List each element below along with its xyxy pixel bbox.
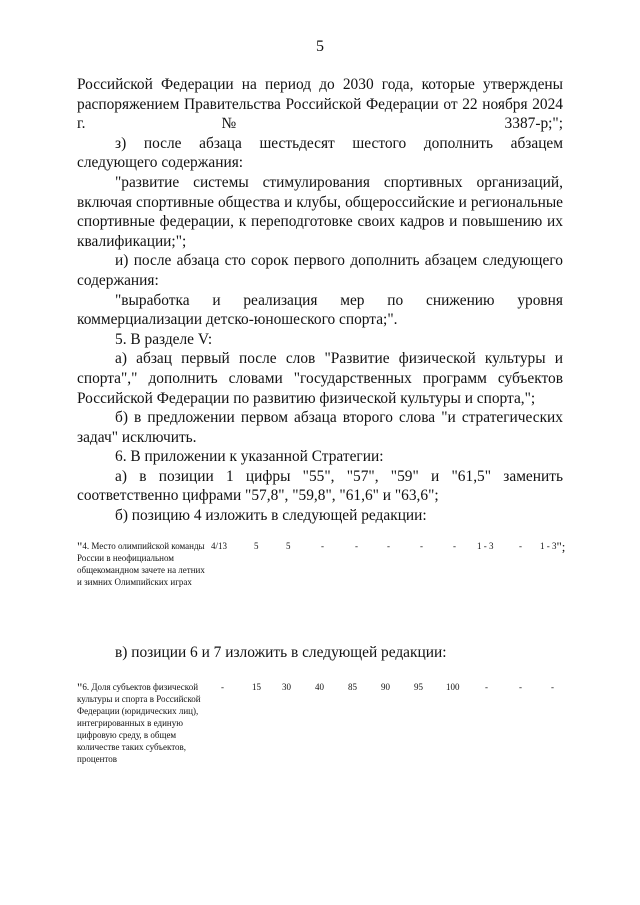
paragraph-5a: а) абзац первый после слов "Развитие физической культуры и спорта"," дополнить словами "государственных программ субъектов Российской Федерации по развитию физической культуры и спорта,";: [77, 350, 563, 407]
row-6-cell: -: [551, 682, 554, 692]
row-4-cell: -: [387, 541, 390, 551]
paragraph-i: и) после абзаца сто сорок первого дополнить абзацем следующего содержания:: [77, 252, 563, 289]
row-4-cell: -: [321, 541, 324, 551]
section-5-heading: 5. В разделе V:: [115, 330, 213, 348]
row-6-label: "6. Доля субъектов физической культуры и спорта в Российской Федерации (юридических лиц), интегрированных в единую цифровую среду, в общем количестве таких субъектов, процентов: [77, 680, 201, 764]
row-6-cell: -: [221, 682, 224, 692]
row-4-cell: -: [453, 541, 456, 551]
row-6-cell: 15: [252, 682, 261, 692]
row-6-cell: 100: [446, 682, 460, 692]
row-4-cell: 4/13: [211, 541, 228, 551]
row-4-cell-last: 1 - 3";: [540, 539, 566, 554]
paragraph-6v: в) позиции 6 и 7 изложить в следующей редакции:: [115, 644, 447, 661]
row-6-cell: -: [519, 682, 522, 692]
row-4-cell: 5: [254, 541, 259, 551]
row-6-cell: 85: [348, 682, 357, 692]
paragraph-i-quote: "выработка и реализация мер по снижению уровня коммерциализации детско-юношеского спорта;".: [77, 291, 563, 329]
document-body: [77, 75, 563, 526]
row-4-cell: -: [519, 541, 522, 551]
row-4-cell: -: [420, 541, 423, 551]
section-6-heading: 6. В приложении к указанной Стратегии:: [115, 448, 384, 466]
paragraph-6b: б) позицию 4 изложить в следующей редакции:: [115, 507, 427, 525]
row-4-label: "4. Место олимпийской команды России в неофициальном общекомандном зачете на летних и зимних Олимпийских играх: [77, 539, 205, 587]
row-6-cell: -: [485, 682, 488, 692]
paragraph-6a: а) в позиции 1 цифры "55", "57", "59" и "61,5" заменить соответственно цифрами "57,8", "59,8", "61,6" и "63,6";: [77, 467, 563, 505]
row-4-cell: -: [355, 541, 358, 551]
paragraph-z-quote: "развитие системы стимулирования спортивных организаций, включая спортивные общества и клубы, общероссийские и региональные спортивные федерации, к переподготовке своих кадров и повышению их квалификации;";: [77, 173, 563, 250]
page-number: 5: [316, 38, 324, 55]
paragraph-continuation: Российской Федерации на период до 2030 года, которые утверждены распоряжением Правительства Российской Федерации от 22 ноября 2024 г. № 3387-р;";: [77, 76, 563, 133]
paragraph-5b: б) в предложении первом абзаца второго слова "и стратегических задач" исключить.: [77, 409, 563, 446]
row-6-cell: 30: [282, 682, 291, 692]
row-6-cell: 90: [381, 682, 390, 692]
row-6-cell: 40: [315, 682, 324, 692]
row-4-cell: 5: [286, 541, 291, 551]
row-6-cell: 95: [414, 682, 423, 692]
row-4-cell: 1 - 3: [477, 541, 494, 551]
paragraph-z: з) после абзаца шестьдесят шестого дополнить абзацем следующего содержания:: [77, 134, 563, 172]
